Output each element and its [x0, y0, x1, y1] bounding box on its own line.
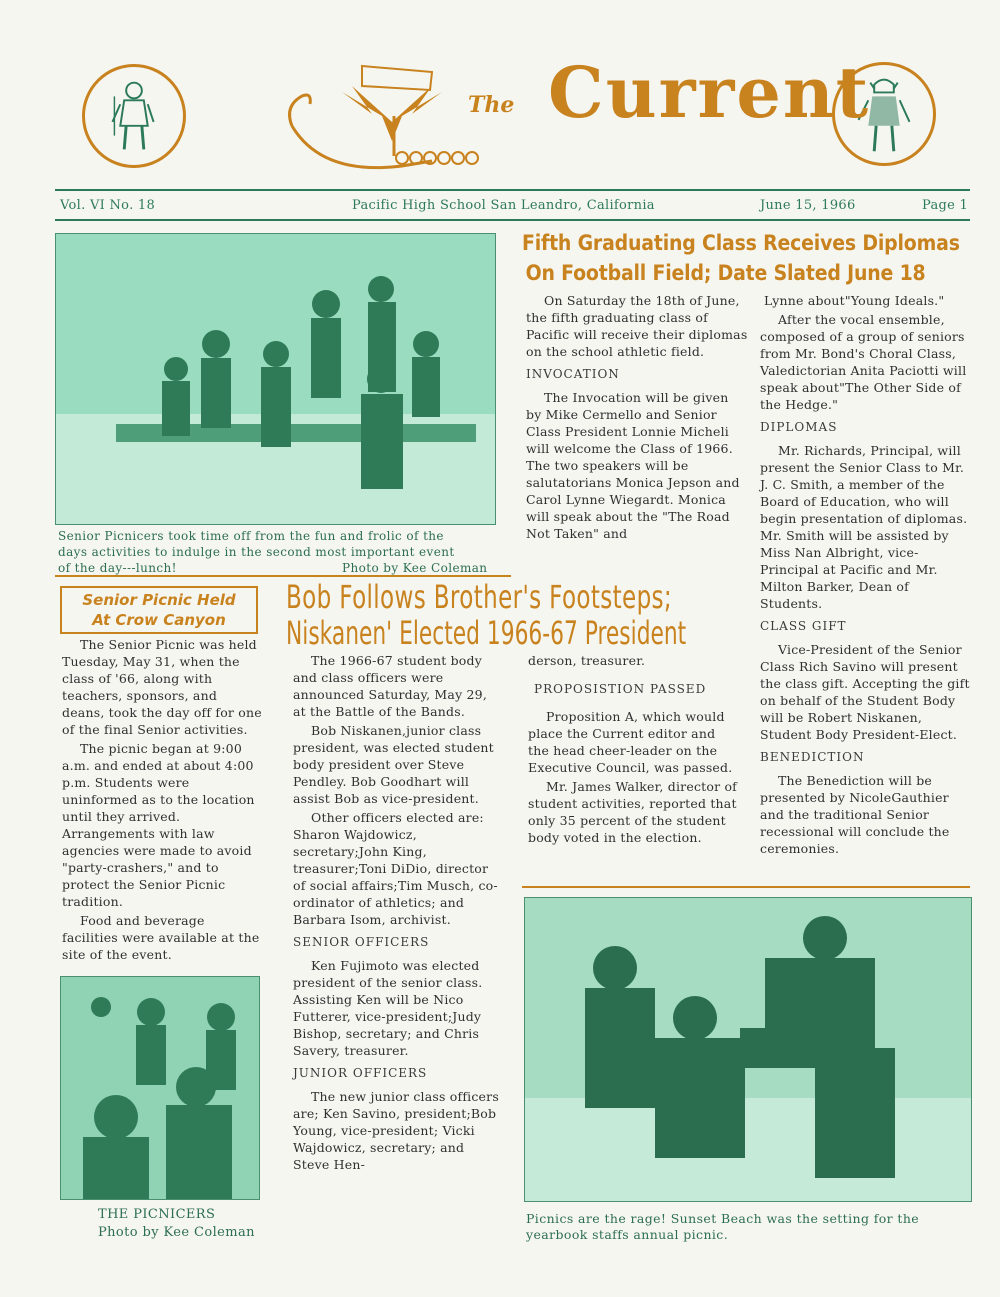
paragraph: The 1966-67 student body and class officers were announced Saturday, May 29, at the Battle of the Bands. — [293, 653, 487, 719]
headline-line-1: Fifth Graduating Class Receives Diplomas — [522, 231, 960, 255]
paragraph: Other officers elected are: Sharon Wajdowicz, secretary;John King, treasurer;Toni DiDio, director of social affairs;Tim Musch, co-ordinator of athletics; and Barbara Isom, archivist. — [293, 810, 498, 927]
subhead-class-gift: CLASS GIFT — [760, 619, 847, 633]
issue-date: June 15, 1966 — [760, 198, 856, 213]
headline-line-2: On Football Field; Date Slated June 18 — [525, 261, 926, 285]
viking-ship-emblem — [282, 56, 482, 181]
paragraph: Vice-President of the Senior Class Rich Savino will present the class gift. Accepting the gift on behalf of the Student Body will be Robert Niskanen, Student Body President-Elect. — [760, 642, 970, 742]
paragraph: The new junior class officers are; Ken Savino, president;Bob Young, vice-president; Vicki Wajdowicz, secretary; and Steve Hen- — [293, 1089, 499, 1172]
paragraph: The Invocation will be given by Mike Cermello and Senior Class President Lonnie Micheli will welcome the Class of 1966. The two speakers will be salutatorians Monica Jepson and Carol Lynne Wiegardt. Monica will speak about the "The Road Not Taken" and — [526, 390, 740, 541]
volume-number: Vol. VI No. 18 — [60, 198, 156, 213]
picnic-headline-box — [60, 586, 258, 634]
photo-credit: Photo by Kee Coleman — [342, 561, 488, 575]
caption-line: of the day---lunch! — [58, 561, 177, 575]
paragraph: Ken Fujimoto was elected president of the senior class. Assisting Ken will be Nico Futterer, vice-president;Judy Bishop, secretary; and Chris Savery, treasurer. — [293, 958, 483, 1058]
picnicers-credit: Photo by Kee Coleman — [98, 1225, 255, 1240]
graduation-column-2 — [760, 292, 970, 859]
picnic-story — [62, 636, 262, 965]
subhead-junior-officers: JUNIOR OFFICERS — [293, 1066, 428, 1080]
subhead-proposition: PROPOSISTION PASSED — [534, 682, 707, 696]
paragraph: Lynne about"Young Ideals." — [764, 293, 945, 308]
photo-image — [61, 977, 259, 1199]
election-headline — [286, 578, 756, 652]
ship-eagle-icon — [282, 56, 482, 181]
folio-rule — [55, 219, 970, 221]
election-column-2 — [528, 652, 738, 848]
paragraph: Food and beverage facilities were available at the site of the event. — [62, 913, 260, 962]
knight-medallion — [82, 64, 186, 168]
caption-line: yearbook staffs annual picnic. — [526, 1227, 729, 1242]
paragraph: Mr. James Walker, director of student activities, reported that only 35 percent of the student body voted in the election. — [528, 779, 738, 845]
page-number: Page 1 — [922, 198, 969, 213]
paragraph: Mr. Richards, Principal, will present the Senior Class to Mr. J. C. Smith, a member of the Board of Education, who will begin presentation of diplomas. Mr. Smith will be assisted by Miss Nan Albright, vice-Principal at Pacific and Mr. Milton Barker, Dean of Students. — [760, 443, 968, 611]
caption-last-line — [58, 560, 508, 576]
election-headline-line: Bob Follows Brother's Footsteps; — [286, 578, 673, 616]
section-rule-left — [55, 575, 511, 577]
top-photo-caption — [58, 528, 508, 576]
beach-picnic-photo — [524, 897, 972, 1202]
paragraph: derson, treasurer. — [528, 653, 646, 668]
masthead-title-small: The — [468, 92, 515, 118]
paragraph: The picnic began at 9:00 a.m. and ended at about 4:00 p.m. Students were uninformed as to the location until they arrived. Arrangements with law agencies were made to avoid "party-crashers," and to protect the Senior Picnic tradition. — [62, 741, 255, 909]
graduation-column-1 — [526, 292, 748, 544]
paragraph: On Saturday the 18th of June, the fifth graduating class of Pacific will receive their diplomas on the school athletic field. — [526, 293, 748, 359]
picnic-headline-line: Senior Picnic Held — [82, 591, 236, 609]
subhead-invocation: INVOCATION — [526, 367, 620, 381]
subhead-diplomas: DIPLOMAS — [760, 420, 838, 434]
beach-photo-caption — [526, 1211, 986, 1243]
paragraph: Bob Niskanen,junior class president, was elected student body president over Steve Pendley. Bob Goodhart will assist Bob as vice-president. — [293, 723, 494, 806]
caption-line: days activities to indulge in the second most important event — [58, 545, 455, 559]
paragraph: The Benediction will be presented by NicoleGauthier and the traditional Senior recessional will conclude the ceremonies. — [760, 773, 950, 856]
paragraph: The Senior Picnic was held Tuesday, May 31, when the class of '66, along with teachers, sponsors, and deans, took the day off for one of the final Senior activities. — [62, 637, 262, 737]
election-headline-line: Niskanen' Elected 1966-67 President — [286, 614, 687, 652]
picnic-headline-line: At Crow Canyon — [92, 611, 226, 629]
photo-image — [56, 234, 495, 524]
picnicers-caption: THE PICNICERS — [98, 1207, 216, 1222]
caption-line: Picnics are the rage! Sunset Beach was the setting for the — [526, 1211, 920, 1226]
paragraph: Proposition A, which would place the Current editor and the head cheer-leader on the Executive Council, was passed. — [528, 709, 733, 775]
masthead-title: Current — [548, 51, 871, 134]
school-name: Pacific High School San Leandro, California — [352, 198, 655, 213]
section-rule-right — [522, 886, 970, 888]
paragraph: After the vocal ensemble, composed of a group of seniors from Mr. Bond's Choral Class, Valedictorian Anita Paciotti will speak about"The Other Side of the Hedge." — [760, 312, 967, 412]
photo-image — [525, 898, 971, 1201]
caption-line: Senior Picnicers took time off from the fun and frolic of the — [58, 529, 444, 543]
graduation-headline — [522, 228, 982, 288]
picnicers-photo — [60, 976, 260, 1200]
subhead-benediction: BENEDICTION — [760, 750, 865, 764]
election-column-1 — [293, 652, 499, 1175]
knight-icon — [85, 67, 183, 165]
subhead-senior-officers: SENIOR OFFICERS — [293, 935, 430, 949]
picnic-group-photo — [55, 233, 496, 525]
masthead-rule — [55, 189, 970, 191]
